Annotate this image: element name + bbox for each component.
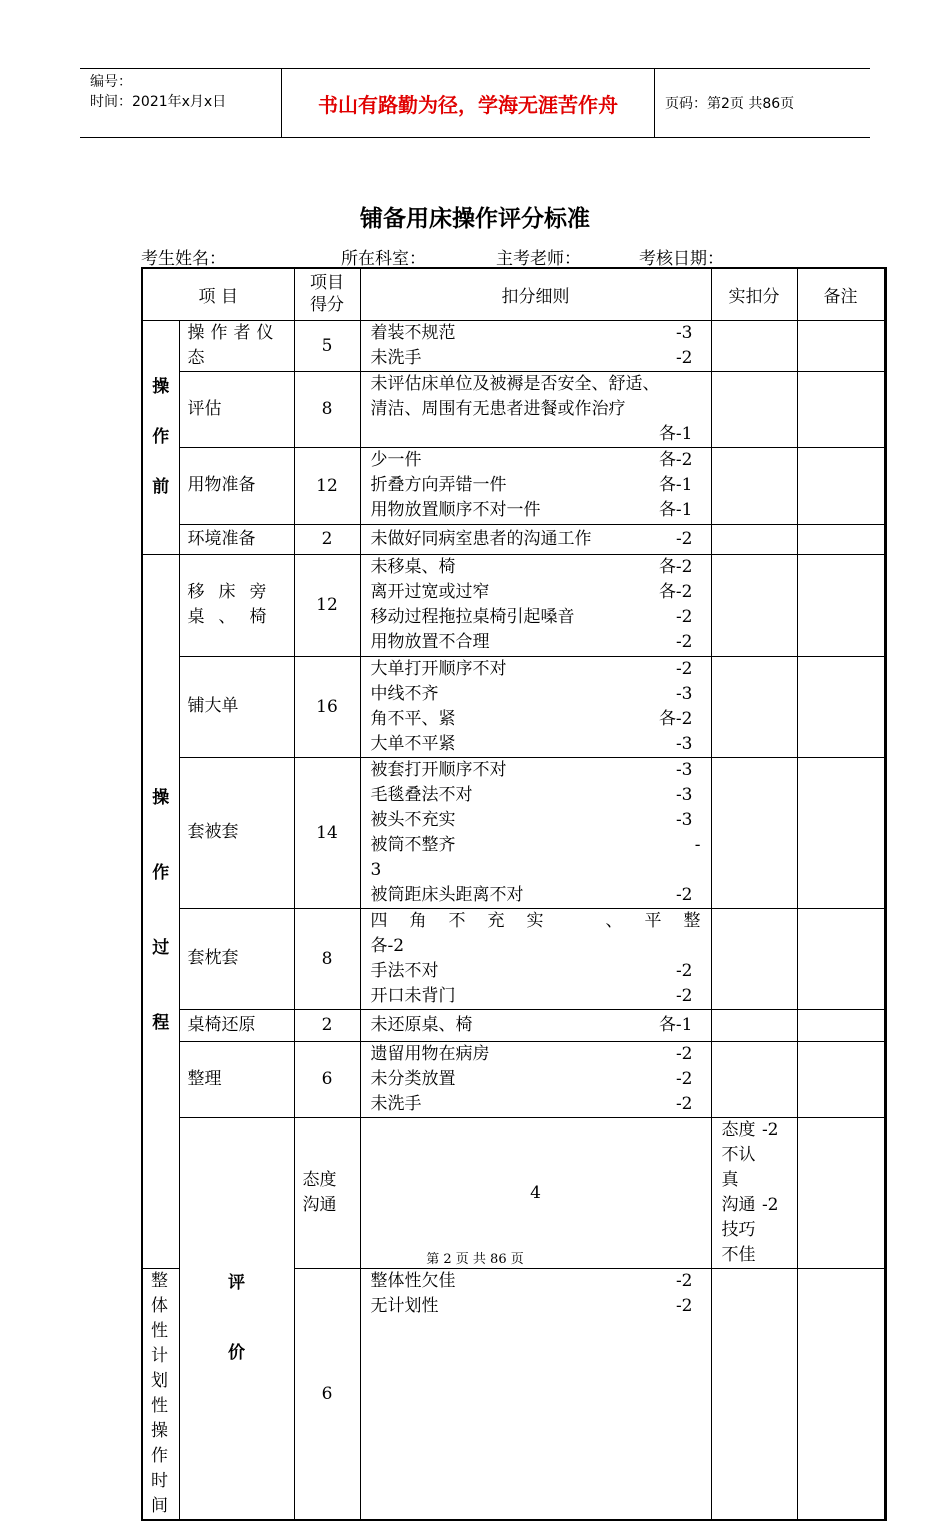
header-detail: 扣分细则 (360, 268, 711, 320)
group-label-before (142, 320, 179, 554)
score-cell: 14 (294, 757, 360, 908)
item-cell: 整理 (179, 1041, 294, 1117)
detail-text: 角不平、紧 (370, 708, 456, 729)
detail-points: -2 (675, 347, 693, 368)
remark-cell[interactable] (797, 656, 884, 757)
detail-spread-line (371, 909, 701, 934)
detail-points: 3 (370, 859, 382, 880)
detail-text: 未洗手 (370, 1093, 422, 1114)
score-cell: 12 (294, 554, 360, 656)
remark-cell[interactable] (797, 1009, 884, 1041)
item-text: 态度 (302, 1169, 337, 1190)
deducted-cell[interactable] (711, 1041, 797, 1117)
remark-cell[interactable] (797, 554, 884, 656)
detail-text: 大单打开顺序不对 (370, 658, 507, 679)
detail-text: 未分类放置 (370, 1068, 456, 1089)
item-text: 操作时间 (151, 1420, 168, 1516)
deducted-cell[interactable] (711, 554, 797, 656)
detail-text: 无计划性 (370, 1295, 439, 1316)
document-title: 铺备用床操作评分标准 (360, 206, 590, 232)
detail-text: 着装不规范 (370, 322, 456, 343)
table-row (142, 1117, 886, 1268)
item-cell: 桌椅还原 (179, 1009, 294, 1041)
deducted-cell[interactable] (711, 908, 797, 1009)
detail-points: -2 (675, 1093, 693, 1114)
remark-cell[interactable] (797, 447, 884, 524)
detail-points: -2 (675, 607, 693, 627)
detail-points: 各-1 (658, 500, 693, 520)
detail-text: 被筒距床头距离不对 (370, 884, 524, 905)
detail-cell (360, 908, 711, 1009)
detail-char: 整 (683, 910, 701, 931)
score-cell: 4 (360, 1117, 711, 1268)
detail-points: 各-2 (658, 557, 693, 577)
date-label: 考核日期： (639, 249, 724, 269)
detail-char: 充 (487, 910, 505, 931)
detail-cell (711, 1117, 797, 1268)
detail-points: -2 (675, 1043, 693, 1064)
header-deducted: 实扣分 (711, 268, 797, 320)
detail-text: 未还原桌、椅 (370, 1014, 473, 1035)
deducted-cell[interactable] (711, 371, 797, 447)
table-row (142, 908, 886, 1009)
item-cell: 铺大单 (179, 656, 294, 757)
score-cell: 5 (294, 320, 360, 371)
deducted-cell[interactable] (711, 656, 797, 757)
detail-text: 态度不认真 (721, 1119, 756, 1190)
table-row (142, 320, 886, 371)
detail-text: 用物放置不合理 (370, 632, 490, 652)
detail-text: 被套打开顺序不对 (370, 759, 507, 780)
motto: 书山有路勤为径，学海无涯苦作舟 (318, 93, 618, 117)
group-char: 程 (152, 1013, 170, 1033)
detail-cell (360, 757, 711, 908)
group-char: 作 (152, 427, 170, 447)
detail-text: 折叠方向弄错一件 (370, 475, 507, 495)
detail-points: 各-1 (658, 475, 693, 495)
table-row (142, 1041, 886, 1117)
header-score-line1: 项目 (310, 273, 344, 294)
detail-char: 四 (370, 910, 388, 931)
header-left (80, 69, 281, 137)
time-label: 时间：2021年x月x日 (90, 94, 227, 110)
deducted-cell[interactable] (711, 524, 797, 554)
detail-text: 遗留用物在病房 (370, 1043, 490, 1064)
item-cell (179, 554, 294, 656)
score-cell: 2 (294, 524, 360, 554)
page-footer: 第 2 页 共 86 页 (426, 1252, 524, 1267)
detail-cell (360, 371, 711, 447)
remark-cell[interactable] (884, 1117, 886, 1268)
group-char: 过 (152, 938, 170, 958)
detail-cell (360, 1268, 711, 1520)
table-row (142, 371, 886, 447)
detail-points: -3 (675, 809, 693, 830)
detail-points: -2 (675, 528, 693, 549)
header-score (294, 268, 360, 320)
item-text: 沟通 (302, 1194, 337, 1215)
header-right (655, 69, 870, 137)
detail-text: 未评估床单位及被褥是否安全、舒适、 (370, 373, 660, 394)
detail-char: 不 (448, 910, 466, 931)
score-cell: 2 (294, 1009, 360, 1041)
detail-text: 被筒不整齐 (370, 834, 456, 855)
score-cell: 12 (294, 447, 360, 524)
group-char: 作 (152, 863, 170, 883)
detail-points: -2 (675, 632, 693, 652)
detail-points: 各-1 (658, 423, 693, 444)
detail-text: 大单不平紧 (370, 733, 456, 754)
detail-points: -2 (675, 985, 693, 1006)
remark-cell[interactable] (797, 908, 884, 1009)
detail-cell (360, 1009, 711, 1041)
detail-cell (360, 524, 711, 554)
page-header (80, 68, 870, 138)
detail-points: 各-1 (658, 1014, 693, 1035)
item-cell (142, 1268, 179, 1520)
deducted-cell[interactable] (711, 1009, 797, 1041)
detail-text: 清洁、周围有无患者进餐或作治疗 (370, 398, 626, 419)
deducted-cell[interactable] (797, 1117, 884, 1268)
detail-points: 各-2 (658, 582, 693, 602)
detail-points: - (694, 834, 701, 855)
detail-text: 移动过程拖拉桌椅引起嗓音 (370, 607, 575, 627)
remark-cell[interactable] (797, 320, 884, 371)
header-item: 项 目 (142, 268, 294, 320)
item-text: 计划性 (151, 1345, 168, 1416)
table-row (142, 524, 886, 554)
group-label-process (142, 554, 179, 1268)
remark-cell[interactable] (797, 757, 884, 908)
item-cell: 用物准备 (179, 447, 294, 524)
detail-points: -2 (675, 884, 693, 905)
group-char: 前 (152, 477, 170, 497)
detail-text: 离开过宽或过窄 (370, 582, 490, 602)
score-cell: 16 (294, 656, 360, 757)
detail-text: 手法不对 (370, 960, 439, 981)
item-text: 操作者仪态 (187, 322, 280, 368)
deducted-cell[interactable] (711, 320, 797, 371)
remark-cell[interactable] (797, 371, 884, 447)
item-cell (179, 320, 294, 371)
remark-cell[interactable] (797, 524, 884, 554)
detail-points: -2 (761, 1119, 779, 1140)
header-middle (281, 69, 655, 137)
table-row (142, 1009, 886, 1041)
item-cell: 套枕套 (179, 908, 294, 1009)
deducted-cell[interactable] (711, 757, 797, 908)
scoring-table (141, 267, 887, 1521)
detail-points: -2 (675, 960, 693, 981)
detail-char: 平 (644, 910, 662, 931)
group-char: 操 (152, 788, 170, 808)
detail-cell (360, 554, 711, 656)
deducted-cell[interactable] (711, 1268, 797, 1520)
score-cell: 6 (294, 1268, 360, 1520)
teacher-label: 主考老师： (496, 249, 581, 269)
number-label: 编号： (90, 74, 132, 90)
detail-char: 、 (605, 910, 623, 931)
header-remark: 备注 (797, 268, 884, 320)
detail-points: 各-2 (658, 708, 693, 729)
detail-char: 实 (526, 910, 544, 931)
detail-points: -2 (675, 1295, 693, 1316)
page-info: 页码：第2页 共86页 (665, 96, 795, 112)
table-row (142, 757, 886, 908)
group-char: 评 (228, 1273, 245, 1293)
detail-text: 被头不充实 (370, 809, 456, 830)
detail-text: 沟通技巧不佳 (721, 1194, 756, 1265)
remark-cell[interactable] (797, 1268, 884, 1520)
detail-points: -2 (675, 1068, 693, 1089)
detail-text: 整体性欠佳 (370, 1270, 456, 1291)
detail-points: 各-2 (658, 450, 693, 470)
table-row (142, 656, 886, 757)
detail-text: 开口未背门 (370, 985, 456, 1006)
detail-points: -3 (675, 759, 693, 780)
detail-text: 少一件 (370, 450, 422, 470)
detail-points: 各-2 (370, 935, 405, 956)
item-cell (294, 1117, 360, 1268)
examinee-label: 考生姓名： (141, 249, 226, 269)
detail-text: 中线不齐 (370, 683, 439, 704)
detail-points: -2 (761, 1194, 779, 1215)
detail-char: 角 (409, 910, 427, 931)
detail-cell (360, 1041, 711, 1117)
remark-cell[interactable] (797, 1041, 884, 1117)
table-header-row (142, 268, 886, 320)
detail-text: 未移桌、椅 (370, 557, 456, 577)
detail-cell (360, 320, 711, 371)
detail-points: -3 (675, 784, 693, 805)
detail-text: 未洗手 (370, 347, 422, 368)
detail-text: 毛毯叠法不对 (370, 784, 473, 805)
detail-text: 未做好同病室患者的沟通工作 (370, 528, 592, 549)
detail-points: -3 (675, 683, 693, 704)
table-row (142, 554, 886, 656)
detail-cell (360, 656, 711, 757)
score-cell: 6 (294, 1041, 360, 1117)
item-cell: 评估 (179, 371, 294, 447)
detail-points: -2 (675, 658, 693, 679)
score-cell: 8 (294, 908, 360, 1009)
detail-points: -3 (675, 322, 693, 343)
item-text: 整体性 (151, 1270, 168, 1341)
detail-cell (360, 447, 711, 524)
item-cell: 环境准备 (179, 524, 294, 554)
group-char: 操 (152, 377, 170, 397)
group-label-evaluation (179, 1117, 294, 1520)
detail-points: -3 (675, 733, 693, 754)
item-cell: 套被套 (179, 757, 294, 908)
table-row (142, 447, 886, 524)
score-cell: 8 (294, 371, 360, 447)
item-text: 移床旁桌、椅 (187, 582, 281, 627)
header-score-line2: 得分 (310, 295, 344, 316)
deducted-cell[interactable] (711, 447, 797, 524)
detail-text: 用物放置顺序不对一件 (370, 500, 541, 520)
department-label: 所在科室： (341, 249, 426, 269)
detail-points: -2 (675, 1270, 693, 1291)
group-char: 价 (228, 1343, 245, 1363)
